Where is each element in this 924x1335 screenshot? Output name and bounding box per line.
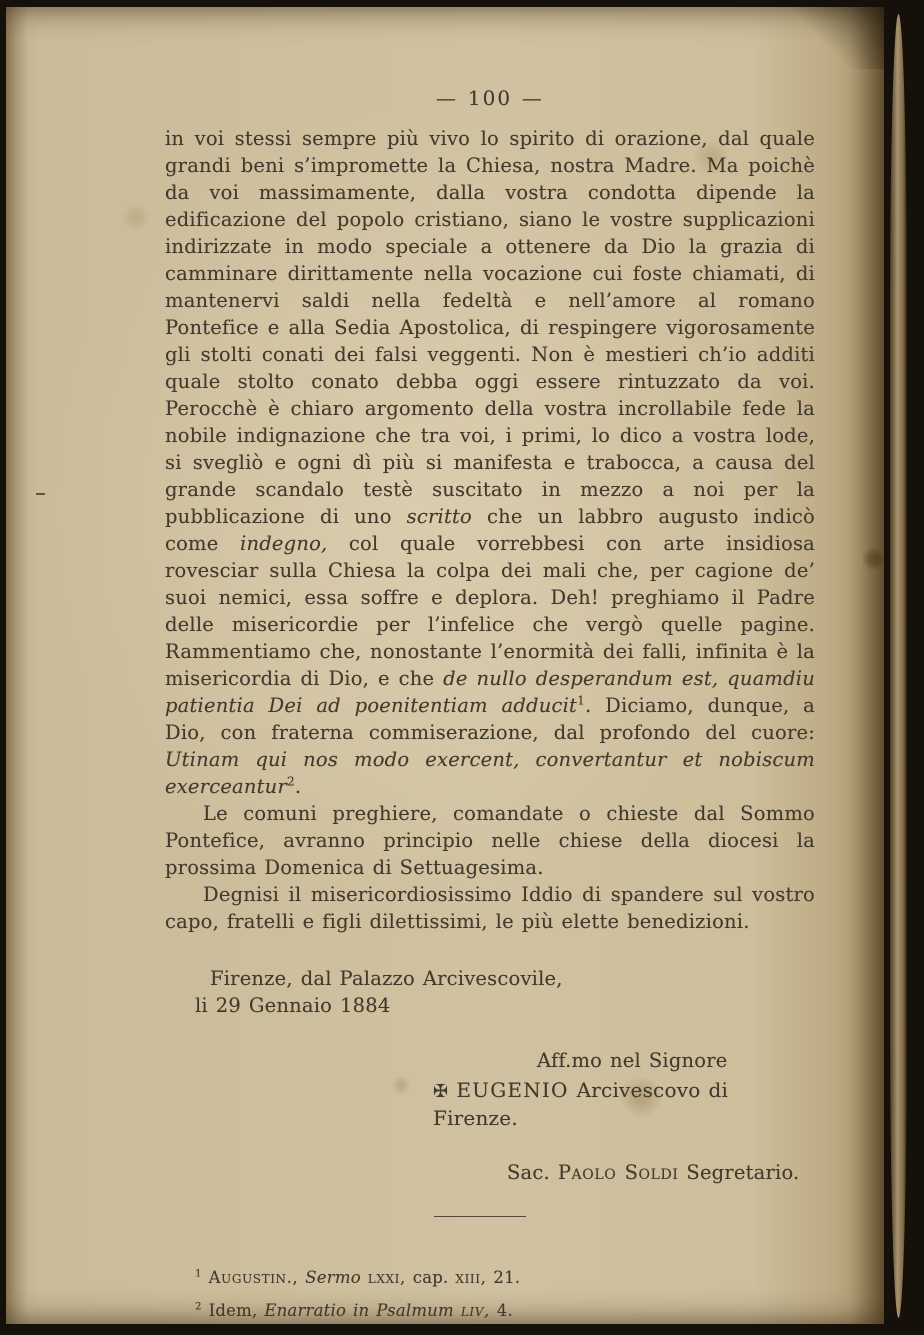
letter-paragraph: Le comuni preghiere, comandate o chieste dal Sommo Pontefice, avranno principio nelle chiese della diocesi la prossima Domenica di Settuagesima. bbox=[165, 802, 815, 879]
signatory-name: EUGENIO bbox=[456, 1078, 569, 1102]
margin-mark bbox=[36, 493, 45, 495]
dateline-date: li 29 Gennaio 1884 bbox=[195, 994, 391, 1017]
page-number: — 100 — bbox=[436, 86, 544, 110]
footnote-separator bbox=[434, 1216, 526, 1217]
letter-paragraph: Degnisi il misericordiosissimo Iddio di spandere sul vostro capo, fratelli e figli dilettissimi, le più elette benedizioni. bbox=[165, 883, 815, 933]
printed-text-block bbox=[165, 7, 815, 1327]
footnote: $^1$ Augustin., Sermo lxxi, cap. xiii, 21. bbox=[195, 1268, 521, 1287]
book-page bbox=[6, 7, 884, 1324]
next-page-edge bbox=[890, 14, 907, 1318]
signatory-title: Arcivescovo di Firenze. bbox=[433, 1078, 729, 1130]
footnotes bbox=[165, 1261, 815, 1327]
dateline bbox=[165, 965, 815, 1019]
secretary-line: Sac. Paolo Soldi Segretario. bbox=[507, 1161, 800, 1184]
salutation: Aff.mo nel Signore bbox=[537, 1049, 728, 1072]
footnote: $^2$ Idem, Enarratio in Psalmum liv, 4. bbox=[195, 1301, 513, 1320]
signatory-line bbox=[433, 1077, 815, 1132]
letter-paragraph-continuation: in voi stessi sempre più vivo lo spirito di orazione, dal quale grandi beni s’impromette la Chiesa, nostra Madre. Ma poichè da voi massimamente, dalla vostra condotta dipende la edificazione del popolo cristiano, siano le vostre supplicazioni indirizzate in modo speciale a ottenere da Dio la grazia di camminare dirittamente nella vocazione cui foste chiamati, di mantenervi saldi nella fedeltà e nell’amore al romano Pontefice e alla Sedia Apostolica, di respingere vigorosamente gli stolti conati dei falsi veggenti. Non è mestieri ch’io additi quale stolto conato debba oggi essere rintuzzato da voi. Perocchè è chiaro argomento della vostra incrollabile fede la nobile indignazione che tra voi, i primi, lo dico a vostra lode, si svegliò e ogni dì più si manifesta e trabocca, a causa del grande scandalo testè suscitato in mezzo a noi per la pubblicazione di uno scritto che un labbro augusto indicò come indegno, col quale vorrebbesi con arte insidiosa rovesciar sulla Chiesa la colpa dei mali che, per cagione de’ suoi nemici, essa soffre e deplora. Deh! preghiamo il Padre delle misericordie per l’infelice che vergò quelle pagine. Rammentiamo che, nonostante l’enormità dei falli, infinita è la misericordia di Dio, e che de nullo desperandum est, quamdiu patientia Dei ad poenitentiam adducit$^1$. Diciamo, dunque, a Dio, con fraterna commiserazione, dal profondo del cuore: Utinam qui nos modo exercent, convertantur et nobiscum exerceantur$^2$. bbox=[165, 127, 816, 798]
signature-block bbox=[165, 1047, 815, 1186]
episcopal-cross-icon: ✠ bbox=[433, 1081, 449, 1102]
dateline-place: Firenze, dal Palazzo Arcivescovile, bbox=[210, 967, 563, 990]
